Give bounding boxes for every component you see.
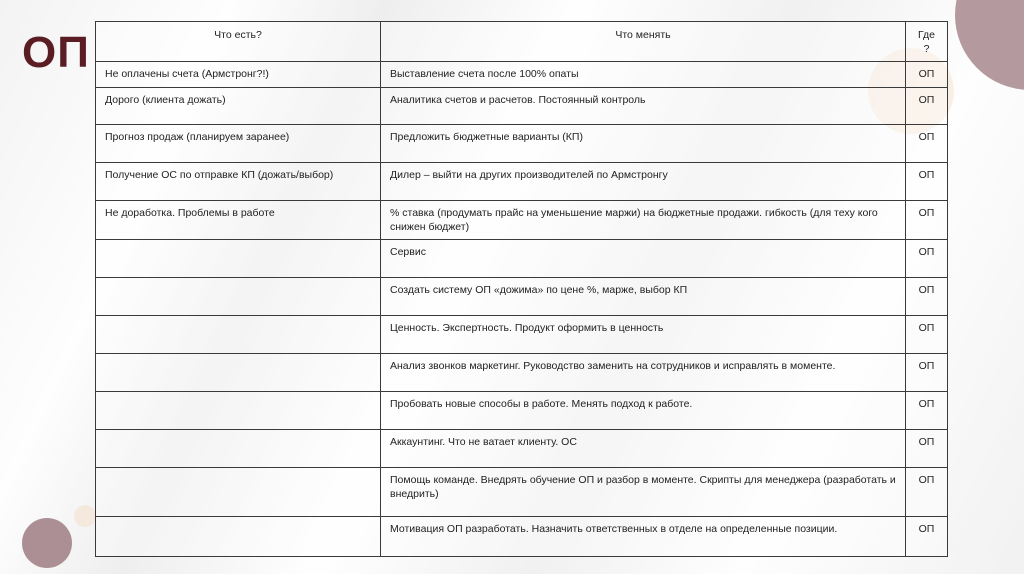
table-row bbox=[96, 125, 948, 163]
cell-change: Предложить бюджетные варианты (КП) bbox=[381, 125, 906, 163]
cell-where: ОП bbox=[906, 517, 948, 557]
table-row bbox=[96, 316, 948, 354]
table-row bbox=[96, 88, 948, 125]
cell-where: ОП bbox=[906, 62, 948, 88]
table-row bbox=[96, 278, 948, 316]
cell-change: Дилер – выйти на других производителей по Армстронгу bbox=[381, 163, 906, 201]
table-row bbox=[96, 354, 948, 392]
cell-issue bbox=[96, 278, 381, 316]
cell-issue: Получение ОС по отправке КП (дожать/выбор) bbox=[96, 163, 381, 201]
cell-where: ОП bbox=[906, 430, 948, 468]
actions-table bbox=[95, 21, 948, 557]
cell-change: Выставление счета после 100% опаты bbox=[381, 62, 906, 88]
table-row bbox=[96, 163, 948, 201]
cell-issue bbox=[96, 517, 381, 557]
cell-issue: Не оплачены счета (Армстронг?!) bbox=[96, 62, 381, 88]
cell-where: ОП bbox=[906, 163, 948, 201]
cell-where: ОП bbox=[906, 278, 948, 316]
table-row bbox=[96, 430, 948, 468]
table-row bbox=[96, 62, 948, 88]
cell-where: ОП bbox=[906, 88, 948, 125]
cell-where: ОП bbox=[906, 392, 948, 430]
table-row bbox=[96, 517, 948, 557]
cell-where: ОП bbox=[906, 316, 948, 354]
decor-glow-bottom-left bbox=[74, 505, 96, 527]
cell-change: Аккаунтинг. Что не ватает клиенту. ОС bbox=[381, 430, 906, 468]
header-cell-what-is: Что есть? bbox=[96, 22, 381, 62]
header-cell-where: Где ? bbox=[906, 22, 948, 62]
decor-circle-bottom-left bbox=[22, 518, 72, 568]
cell-change: Мотивация ОП разработать. Назначить ответственных в отделе на определенные позиции. bbox=[381, 517, 906, 557]
table-row bbox=[96, 201, 948, 240]
slide-title: ОП bbox=[22, 28, 90, 77]
cell-change: % ставка (продумать прайс на уменьшение маржи) на бюджетные продажи. гибкость (для теху кого снижен бюджет) bbox=[381, 201, 906, 240]
table-row bbox=[96, 392, 948, 430]
cell-change: Анализ звонков маркетинг. Руководство заменить на сотрудников и исправлять в моменте. bbox=[381, 354, 906, 392]
cell-change: Создать систему ОП «дожима» по цене %, марже, выбор КП bbox=[381, 278, 906, 316]
cell-where: ОП bbox=[906, 468, 948, 517]
cell-where: ОП bbox=[906, 240, 948, 278]
cell-where: ОП bbox=[906, 201, 948, 240]
table-row bbox=[96, 240, 948, 278]
cell-change: Помощь команде. Внедрять обучение ОП и разбор в моменте. Скрипты для менеджера (разработать и внедрить) bbox=[381, 468, 906, 517]
cell-issue: Не доработка. Проблемы в работе bbox=[96, 201, 381, 240]
cell-change: Пробовать новые способы в работе. Менять подход к работе. bbox=[381, 392, 906, 430]
cell-change: Аналитика счетов и расчетов. Постоянный контроль bbox=[381, 88, 906, 125]
header-cell-what-to-change: Что менять bbox=[381, 22, 906, 62]
cell-where: ОП bbox=[906, 354, 948, 392]
cell-issue bbox=[96, 316, 381, 354]
cell-change: Сервис bbox=[381, 240, 906, 278]
table-header-row bbox=[96, 22, 948, 62]
cell-issue bbox=[96, 430, 381, 468]
cell-issue bbox=[96, 354, 381, 392]
cell-issue bbox=[96, 392, 381, 430]
table-row bbox=[96, 468, 948, 517]
cell-issue: Дорого (клиента дожать) bbox=[96, 88, 381, 125]
cell-where: ОП bbox=[906, 125, 948, 163]
cell-issue bbox=[96, 468, 381, 517]
cell-issue: Прогноз продаж (планируем заранее) bbox=[96, 125, 381, 163]
cell-issue bbox=[96, 240, 381, 278]
cell-change: Ценность. Экспертность. Продукт оформить в ценность bbox=[381, 316, 906, 354]
